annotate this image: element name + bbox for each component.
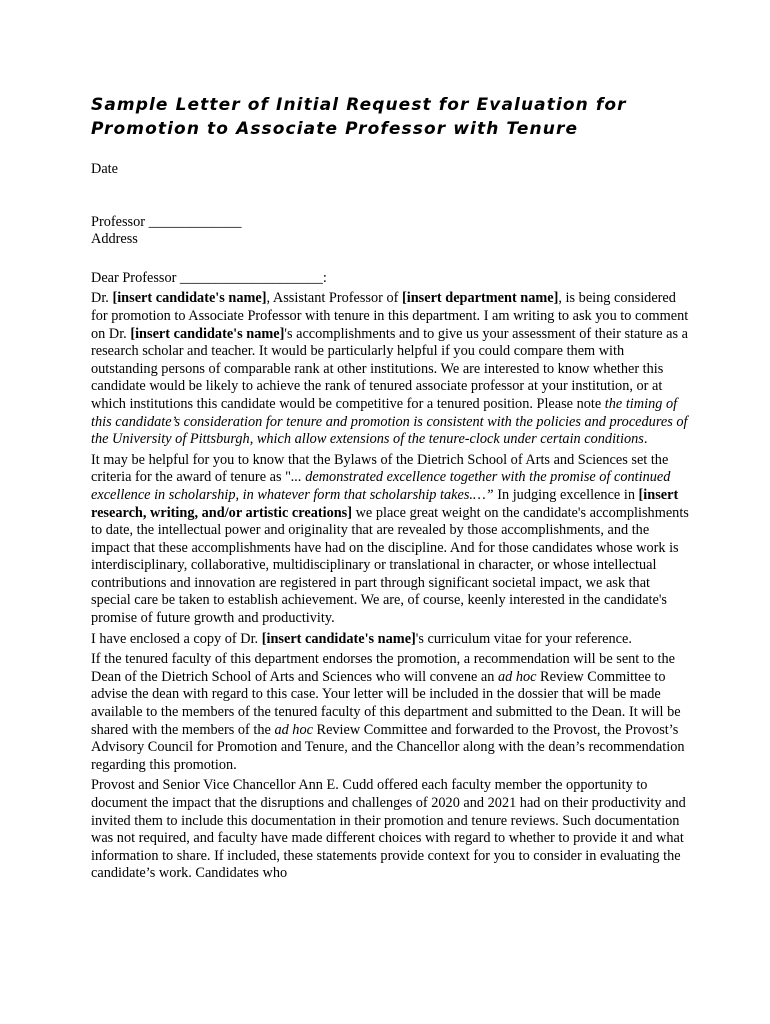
text-run: 's curriculum vitae for your reference. bbox=[415, 630, 632, 647]
date-label: Date bbox=[91, 161, 118, 177]
paragraph-1 bbox=[91, 290, 691, 448]
placeholder-candidate-name: [insert candidate's name] bbox=[261, 630, 416, 647]
letter-body bbox=[91, 290, 691, 883]
recipient-line: Professor _____________ bbox=[91, 213, 242, 230]
placeholder-candidate-name: [insert candidate's name] bbox=[130, 325, 285, 342]
italic-term: ad hoc bbox=[274, 721, 313, 738]
text-run: Provost and Senior Vice Chancellor Ann E. Cudd offered each faculty member the opportunity to document the impact that the disruptions and challenges of 2020 and 2021 had on their productivity and invited them to include this documentation in their promotion and tenure reviews. Such documentation was not required, and faculty have made different choices with regard to whether to provide it and what information to share. If included, these statements provide context for you to consider in evaluating the candidate’s work. Candidates who bbox=[91, 777, 686, 882]
text-run: Dr. bbox=[91, 290, 113, 307]
paragraph-5 bbox=[91, 777, 691, 883]
text-run: If the tenured faculty of this department endorses the promotion, a recommendation will be sent to the Dean of the Dietrich School of Arts and Sciences who will convene an bbox=[91, 651, 676, 685]
placeholder-department-name: [insert department name] bbox=[401, 290, 559, 307]
text-run: , Assistant Professor of bbox=[266, 290, 402, 307]
text-run: Review Committee and forwarded to the Provost, the Provost’s Advisory Council for Promotion and Tenure, and the Chancellor along with the dean’s recommendation regarding this promotion. bbox=[91, 721, 685, 773]
italic-note: the timing of this candidate’s consideration for tenure and promotion is consistent with the policies and procedures of the University of Pittsburgh, which allow extensions of the tenure-clock under certain conditions bbox=[91, 395, 688, 448]
title-line-1: Sample Letter of Initial Request for Evaluation for bbox=[91, 95, 627, 115]
placeholder-work-type: [insert research, writing, and/or artistic creations] bbox=[91, 486, 679, 521]
text-run: 's accomplishments and to give us your assessment of their stature as a research scholar and teacher. It would be particularly helpful if you could compare them with outstanding persons of comparable rank at other institutions. We are interested to know whether this candidate would be likely to achieve the rank of tenured associate professor at your institution, or at which institutions this candidate would be competitive for a tenured position. Please note bbox=[91, 325, 689, 412]
address-line: Address bbox=[91, 231, 138, 248]
bylaws-quote: ... demonstrated excellence together with the promise of continued excellence in scholarship, in whatever form that scholarship takes.…” bbox=[91, 469, 671, 503]
text-run: In judging excellence in bbox=[493, 486, 639, 503]
paragraph-4 bbox=[91, 651, 691, 774]
title-line-2: Promotion to Associate Professor with Tenure bbox=[91, 119, 579, 139]
text-run: , is being considered for promotion to Associate Professor with tenure in this department. I am writing to ask you to comment on Dr. bbox=[91, 290, 689, 342]
italic-term: ad hoc bbox=[497, 668, 537, 685]
document-title bbox=[91, 93, 691, 141]
salutation: Dear Professor ____________________: bbox=[91, 269, 327, 286]
address-block bbox=[91, 214, 691, 249]
letter-page bbox=[91, 93, 691, 883]
paragraph-2 bbox=[91, 452, 691, 628]
text-run: It may be helpful for you to know that the Bylaws of the Dietrich School of Arts and Sciences set the criteria for the award of tenure as " bbox=[91, 451, 669, 486]
paragraph-3 bbox=[91, 631, 691, 649]
text-run: . bbox=[643, 431, 648, 448]
text-run: I have enclosed a copy of Dr. bbox=[91, 630, 262, 647]
text-run: we place great weight on the candidate's accomplishments to date, the intellectual power and originality that are revealed by those accomplishments, and the impact that these accomplishments have had on the discipline. And for those candidates whose work is interdisciplinary, collaborative, multidisciplinary or translational in character, or whose intellectual contributions and innovation are registered in part through significant societal impact, we ask that special care be taken to establish achievement. We are, of course, keenly interested in the candidate's promise of future growth and productivity. bbox=[91, 504, 689, 627]
placeholder-candidate-name: [insert candidate's name] bbox=[112, 290, 267, 307]
text-run: Review Committee to advise the dean with regard to this case. Your letter will be included in the dossier that will be made available to the members of the tenured faculty of this department and submitted to the Dean. It will be shared with the members of the bbox=[91, 668, 681, 738]
